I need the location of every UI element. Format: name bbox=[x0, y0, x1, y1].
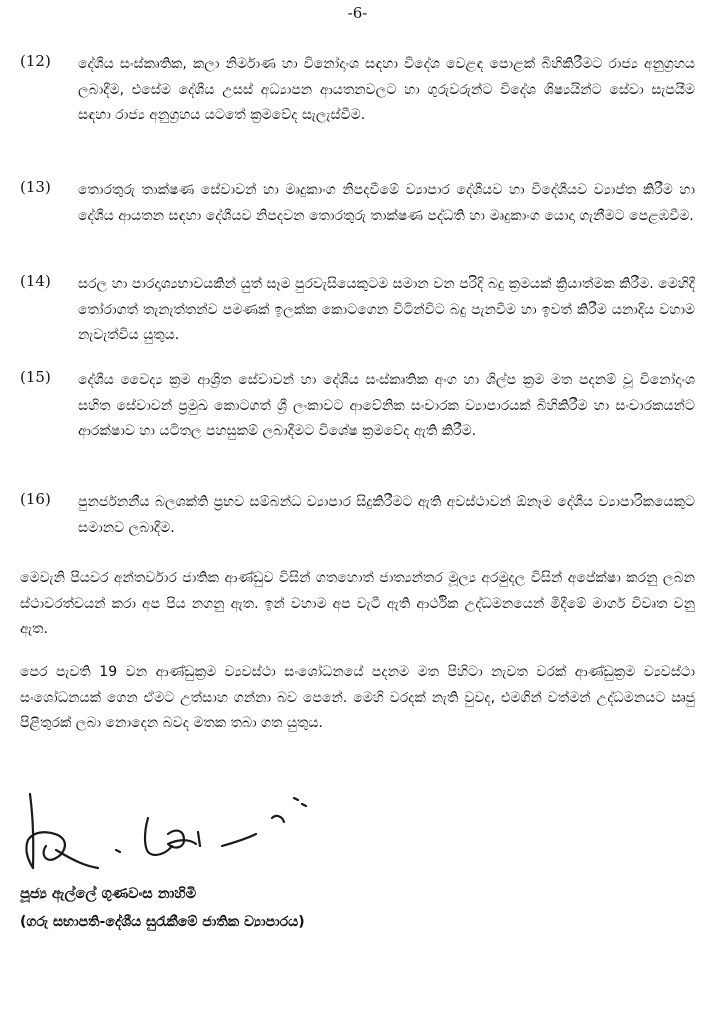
item-text: පුනර්ජනනීය බලශක්ති ප්‍රභව සම්බන්ධ ව්‍යාපාර සිදුකිරීමට ඇති අවස්ථාවන් ඕනෑම දේශීය ව්‍යාපාරිකයෙකුට සමානව ලබාදීම. bbox=[78, 494, 695, 536]
item-number: (15) bbox=[20, 368, 51, 386]
item-number: (12) bbox=[20, 52, 51, 70]
item-text: දේශීය සංස්කෘතික, කලා නිර්මාණ හා විනෝදාංශ සඳහා විදේශ වෙළඳ පොළක් බිහිකිරීමට රාජ්‍ය අනුග්‍රහය ලබාදීම, එසේම දේශීය උසස් අධ්‍යාපන ආයතනවලට හා ගුරුවරුන්ට විදේශ ශිෂ්‍යයින්ට සේවා සැපයීම සඳහා රාජ්‍ය අනුග්‍රහය යටතේ ක්‍රමවේද සැලැස්වීම. bbox=[78, 56, 695, 123]
item-number: (13) bbox=[20, 178, 51, 196]
body-paragraph: මෙවැනි පියවර අන්තර්වාර ජාතික ආණ්ඩුව විසින් ගතහොත් ජාත්‍යන්තර මූල්‍ය අරමුදල විසින් අපේක්ෂා කරනු ලබන ස්ථාවරත්වයන් කරා අප පිය නගනු ඇත. ඉන් වහාම අප වැටී ඇති ආර්ථික උද්ධමනයෙන් මිදීමේ මාර්ග විවෘත වනු ඇත. bbox=[20, 570, 695, 637]
handwritten-signature bbox=[16, 788, 316, 878]
body-paragraph: පෙර පැවති 19 වන ආණ්ඩුක්‍රම ව්‍යවස්ථා සංශෝධනයේ පදනම මත පිහිටා නැවත වරක් ආණ්ඩුක්‍රම ව්‍යවස්ථා සංශෝධනයක් ගෙන ඒමට උත්සාහ ගන්නා බව පෙනේ. මෙහි වරදක් නැති වුවද, එමගින් වත්මන් උද්ධමනයට ඍජු පිළිතුරක් ලබා නොදෙන බවද මතක තබා ගත යුතුය. bbox=[20, 664, 695, 731]
item-text: සරල හා පාරදෘශ්‍යභාවයකින් යුත් සෑම පුරවැසියෙකුටම සමාන වන පරිදි බදු ක්‍රමයක් ක්‍රියාත්මක කිරීම. මෙහිදී තෝරාගත් තැනැත්තන්ව පමණක් ඉලක්ක කොටගෙන විටින්විට බදු පැනවීම හා ඉවත් කිරීම යනාදිය වහාම නැවැත්විය යුතුය. bbox=[78, 276, 695, 343]
item-text: තොරතුරු තාක්ෂණ සේවාවන් හා මෘදුකාංග නිපදවීමේ ව්‍යාපාර දේශීයව හා විදේශීයව ව්‍යාප්ත කිරීම හා දේශීය ආයතන සඳහා දේශීයව නිපදවන තොරතුරු තාක්ෂණ පද්ධති හා මෘදුකාංග යොදා ගැනීමට පෙළඹවීම. bbox=[78, 182, 695, 224]
item-number: (14) bbox=[20, 272, 51, 290]
signer-block bbox=[20, 880, 620, 936]
item-text: දේශීය වෛද්‍ය ක්‍රම ආශ්‍රිත සේවාවන් හා දේශීය සංස්කෘතික අංග හා ශිල්ප ක්‍රම මත පදනම් වූ විනෝදාංශ සහිත සේවාවන් ප්‍රමුඛ කොටගත් ශ්‍රී ලංකාවට ආවේනික සංචාරක ව්‍යාපාරයක් බිහිකිරීම හා සංචාරකයන්ට ආරක්ෂාව හා යටිතල පහසුකම් ලබාදීමට විශේෂ ක්‍රමවේද ඇති කිරීම. bbox=[78, 372, 695, 439]
signer-name: පූජ්‍ය ඇල්ලේ ගුණවංස නාහිමි bbox=[20, 886, 197, 902]
item-number: (16) bbox=[20, 490, 51, 508]
page-number: -6- bbox=[347, 4, 368, 22]
signer-title: (ගරු සභාපති-දේශීය සුරැකීමේ ජාතික ව්‍යාපාරය) bbox=[20, 914, 305, 930]
